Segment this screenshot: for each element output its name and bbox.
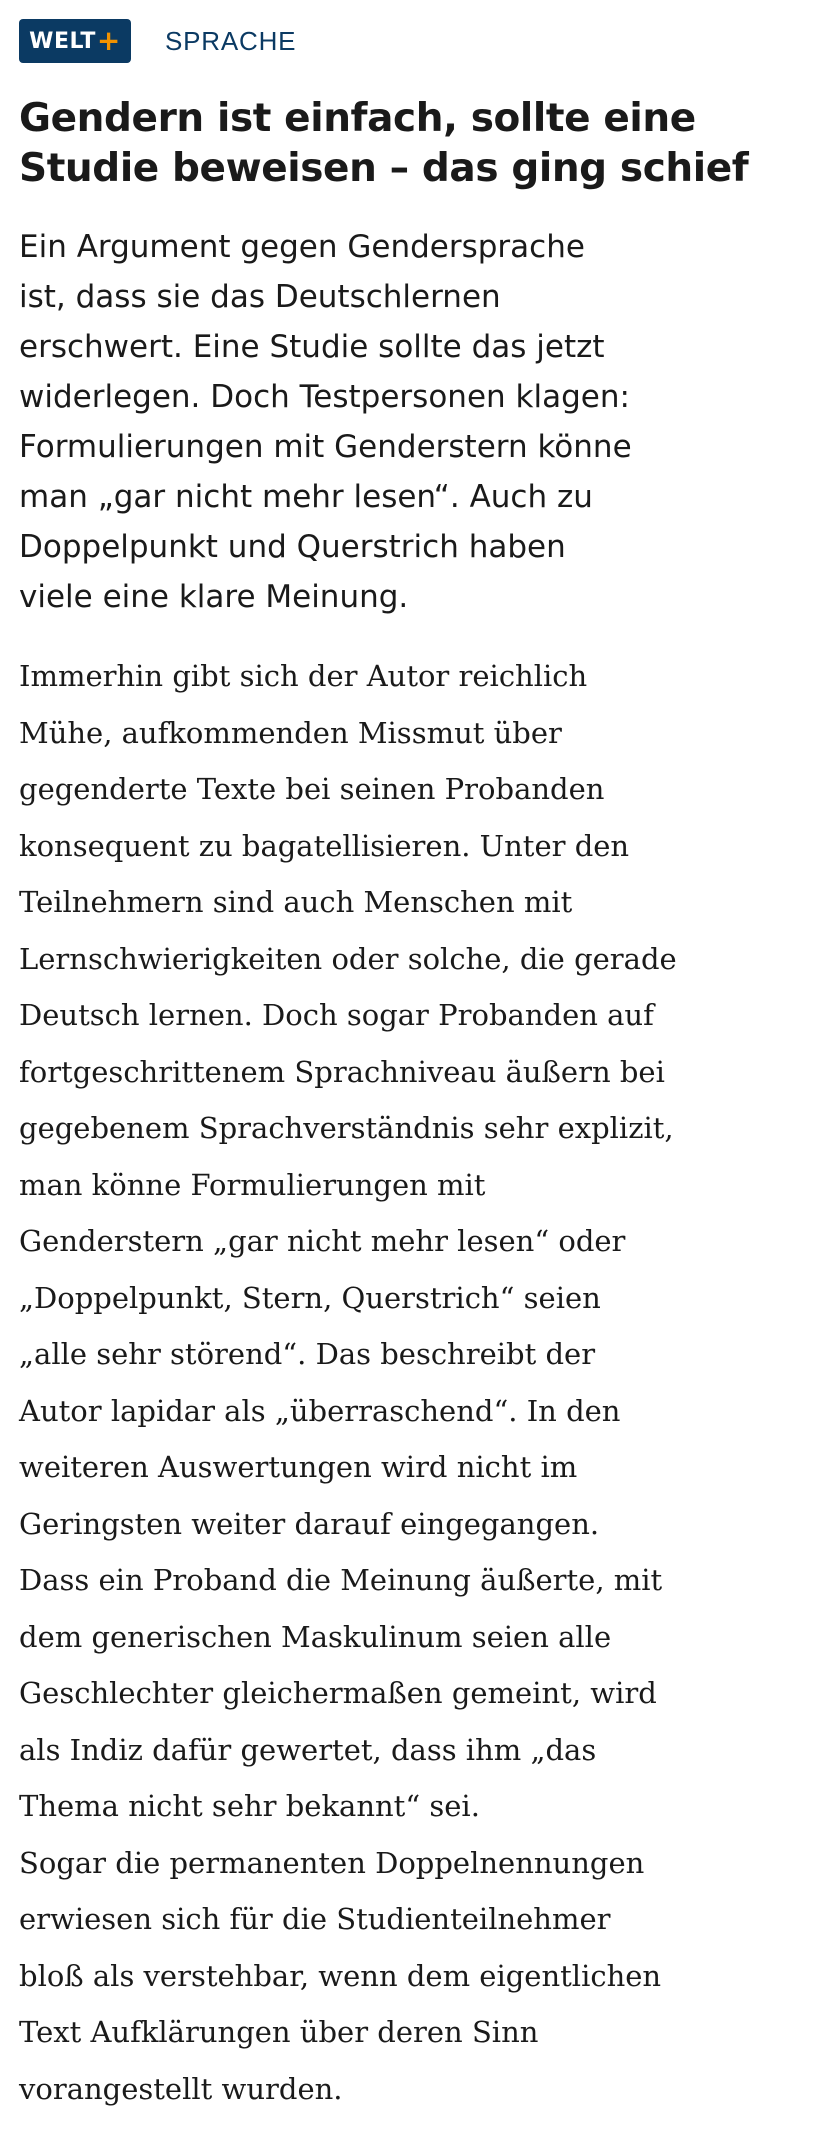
article-topline (19, 18, 815, 64)
lede-line: ist, dass sie das Deutschlernen (19, 279, 501, 315)
article-body (19, 648, 815, 2117)
body-line: „Doppelpunkt, Stern, Querstrich“ seien (19, 1280, 601, 1315)
body-line: Immerhin gibt sich der Autor reichlich (19, 659, 588, 693)
body-line: Geschlechter gleichermaßen gemeint, wird (19, 1676, 657, 1710)
body-line: konsequent zu bagatellisieren. Unter den (19, 828, 630, 863)
body-line: Dass ein Proband die Meinung äußerte, mit (19, 1563, 663, 1597)
body-line: Deutsch lernen. Doch sogar Probanden auf (19, 998, 654, 1032)
body-line: vorangestellt wurden. (19, 2071, 343, 2106)
lede-line: Doppelpunkt und Querstrich haben (19, 529, 566, 565)
body-line: Sogar die permanenten Doppelnennungen (19, 1845, 645, 1880)
article-lede (19, 222, 815, 622)
body-line: fortgeschrittenem Sprachniveau äußern bei (19, 1054, 665, 1089)
body-line: Lernschwierigkeiten oder solche, die gerade (19, 941, 677, 976)
body-line: Geringsten weiter darauf eingegangen. (19, 1506, 600, 1541)
body-line: Teilnehmern sind auch Menschen mit (19, 885, 573, 919)
lede-line: Formulierungen mit Genderstern könne (19, 429, 632, 465)
body-line: bloß als verstehbar, wenn dem eigentlichen (19, 1958, 662, 1993)
welt-plus-badge[interactable] (19, 19, 131, 63)
body-line: „alle sehr störend“. Das beschreibt der (19, 1337, 596, 1371)
body-line: gegebenem Sprachverständnis sehr explizit, (19, 1111, 674, 1145)
lede-line: viele eine klare Meinung. (19, 579, 409, 615)
body-line: dem generischen Maskulinum seien alle (19, 1619, 612, 1654)
body-line: man könne Formulierungen mit (19, 1167, 486, 1202)
lede-line: man „gar nicht mehr lesen“. Auch zu (19, 479, 593, 515)
body-line: Autor lapidar als „überraschend“. In den (19, 1393, 621, 1428)
article-headline (19, 94, 815, 194)
body-line: gegenderte Texte bei seinen Probanden (19, 772, 605, 806)
headline-line: Gendern ist einfach, sollte eine (19, 96, 696, 141)
body-line: weiteren Auswertungen wird nicht im (19, 1450, 578, 1484)
body-line: als Indiz dafür gewertet, dass ihm „das (19, 1732, 597, 1767)
brand-plus-label: + (96, 24, 121, 57)
body-line: erwiesen sich für die Studienteilnehmer (19, 1902, 611, 1936)
body-line: Genderstern „gar nicht mehr lesen“ oder (19, 1224, 626, 1258)
body-line: Mühe, aufkommenden Missmut über (19, 715, 562, 750)
lede-line: Ein Argument gegen Gendersprache (19, 229, 585, 265)
headline-line: Studie beweisen – das ging schief (19, 146, 749, 191)
body-line: Text Aufklärungen über deren Sinn (19, 2015, 539, 2049)
section-kicker-link[interactable]: SPRACHE (165, 25, 297, 56)
lede-line: widerlegen. Doch Testpersonen klagen: (19, 379, 630, 415)
brand-label: WELT (29, 28, 96, 54)
body-line: Thema nicht sehr bekannt“ sei. (19, 1789, 480, 1823)
lede-line: erschwert. Eine Studie sollte das jetzt (19, 329, 605, 365)
